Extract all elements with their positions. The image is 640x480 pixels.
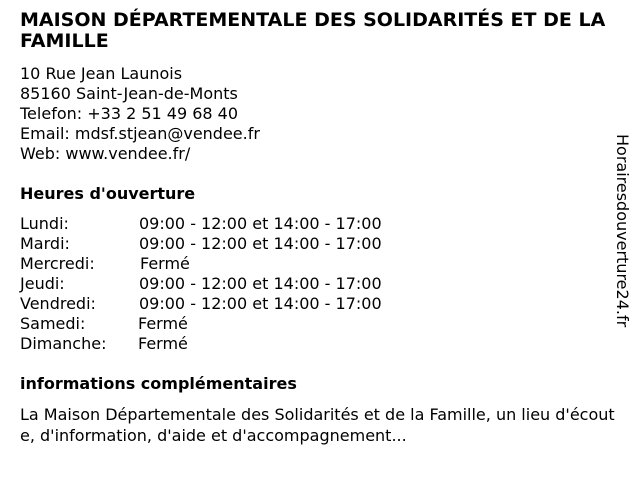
info-heading: informations complémentaires [20, 374, 297, 393]
day-label: Jeudi: [20, 274, 65, 293]
day-label: Lundi: [20, 214, 69, 233]
day-label: Samedi: [20, 314, 86, 333]
address-block [20, 64, 260, 164]
page-title: MAISON DÉPARTEMENTALE DES SOLIDARITÉS ET DE LA FAMILLE [20, 9, 606, 52]
day-label: Dimanche: [20, 334, 107, 353]
address-web: Web: www.vendee.fr/ [20, 144, 191, 163]
site-watermark: Horairesdouverture24.fr [613, 134, 632, 328]
day-hours: Fermé [138, 314, 188, 333]
day-hours: Fermé [138, 334, 188, 353]
day-hours: 09:00 - 12:00 et 14:00 - 17:00 [139, 214, 382, 233]
address-street: 10 Rue Jean Launois [20, 64, 183, 83]
address-email: Email: mdsf.stjean@vendee.fr [20, 124, 260, 143]
day-hours: 09:00 - 12:00 et 14:00 - 17:00 [139, 274, 382, 293]
day-hours: 09:00 - 12:00 et 14:00 - 17:00 [139, 294, 382, 313]
address-phone: Telefon: +33 2 51 49 68 40 [20, 104, 239, 123]
description-text: La Maison Départementale des Solidarités et de la Famille, un lieu d'écoute, d'information, d'aide et d'accompagnement... [20, 405, 615, 445]
day-label: Mercredi: [20, 254, 95, 273]
hours-heading: Heures d'ouverture [20, 184, 196, 203]
day-hours: 09:00 - 12:00 et 14:00 - 17:00 [139, 234, 382, 253]
day-label: Vendredi: [20, 294, 96, 313]
day-hours: Fermé [140, 254, 190, 273]
address-city: 85160 Saint-Jean-de-Monts [20, 84, 238, 103]
day-label: Mardi: [20, 234, 70, 253]
